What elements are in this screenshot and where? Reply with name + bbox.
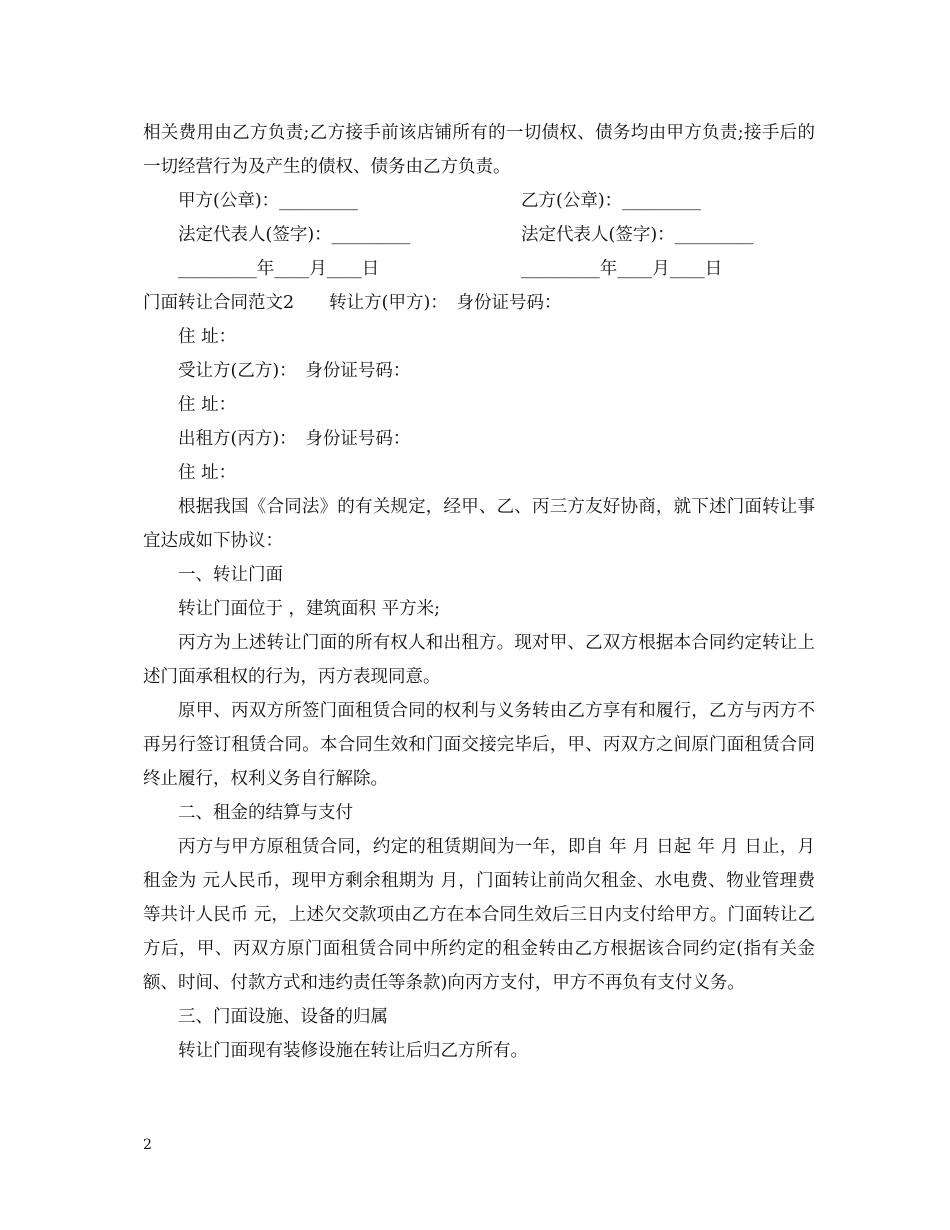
opening-paragraph: 相关费用由乙方负责;乙方接手前该店铺所有的一切债权、债务均由甲方负责;接手后的一切经营行为及产生的债权、债务由乙方负责。: [143, 123, 815, 177]
party-a-date-line: _________年____月____日: [178, 259, 380, 279]
representative-signature-row: [143, 218, 815, 252]
section-3-title: 三、门面设施、设备的归属: [178, 1007, 388, 1027]
party-b-representative-line: 法定代表人(签字)：_________: [521, 225, 754, 245]
section-2-paragraph: 丙方与甲方原租赁合同，约定的租赁期间为一年，即自 年 月 日起 年 月 日止，月租金为 元人民币，现甲方剩余租期为 月，门面转让前尚欠租金、水电费、物业管理费等共计人民币 元，上述欠交款项由乙方在本合同生效后三日内支付给甲方。门面转让乙方后，甲、丙双方原门面租赁合同中所约定的租金转由乙方根据该合同约定(指有关金额、时间、付款方式和违约责任等条款)向丙方支付，甲方不再负有支付义务。: [143, 837, 815, 993]
section-1-title: 一、转让门面: [178, 565, 283, 585]
page-number: 2: [143, 1137, 152, 1153]
transferee-address: 住 址：: [178, 395, 237, 415]
sample-contract-header: 门面转让合同范文2 转让方(甲方)： 身份证号码：: [143, 293, 562, 313]
section-1-paragraph-2: 原甲、丙双方所签门面租赁合同的权利与义务转由乙方享有和履行，乙方与丙方不再另行签订租赁合同。本合同生效和门面交接完毕后，甲、丙双方之间原门面租赁合同终止履行，权利义务自行解除。: [143, 701, 815, 789]
party-b-seal-line: 乙方(公章)：_________: [521, 191, 701, 211]
lessor-address: 住 址：: [178, 463, 237, 483]
party-a-seal-line: 甲方(公章)：_________: [178, 191, 358, 211]
section-2-title: 二、租金的结算与支付: [178, 803, 353, 823]
document-body: [143, 116, 815, 1068]
lessor-line: 出租方(丙方)： 身份证号码：: [178, 429, 411, 449]
intro-paragraph: 根据我国《合同法》的有关规定，经甲、乙、丙三方友好协商，就下述门面转让事宜达成如下协议：: [143, 497, 815, 551]
section-3-paragraph: 转让门面现有装修设施在转让后归乙方所有。: [178, 1041, 528, 1061]
party-b-date-line: _________年____月____日: [521, 259, 723, 279]
seal-signature-row: [143, 184, 815, 218]
transferor-address: 住 址：: [178, 327, 237, 347]
transferee-line: 受让方(乙方)： 身份证号码：: [178, 361, 411, 381]
date-signature-row: [143, 252, 815, 286]
party-a-representative-line: 法定代表人(签字)：_________: [178, 225, 411, 245]
section-1-paragraph-1: 丙方为上述转让门面的所有权人和出租方。现对甲、乙双方根据本合同约定转让上述门面承租权的行为，丙方表现同意。: [143, 633, 815, 687]
section-1-location: 转让门面位于 ，建筑面积 平方米;: [178, 599, 441, 619]
